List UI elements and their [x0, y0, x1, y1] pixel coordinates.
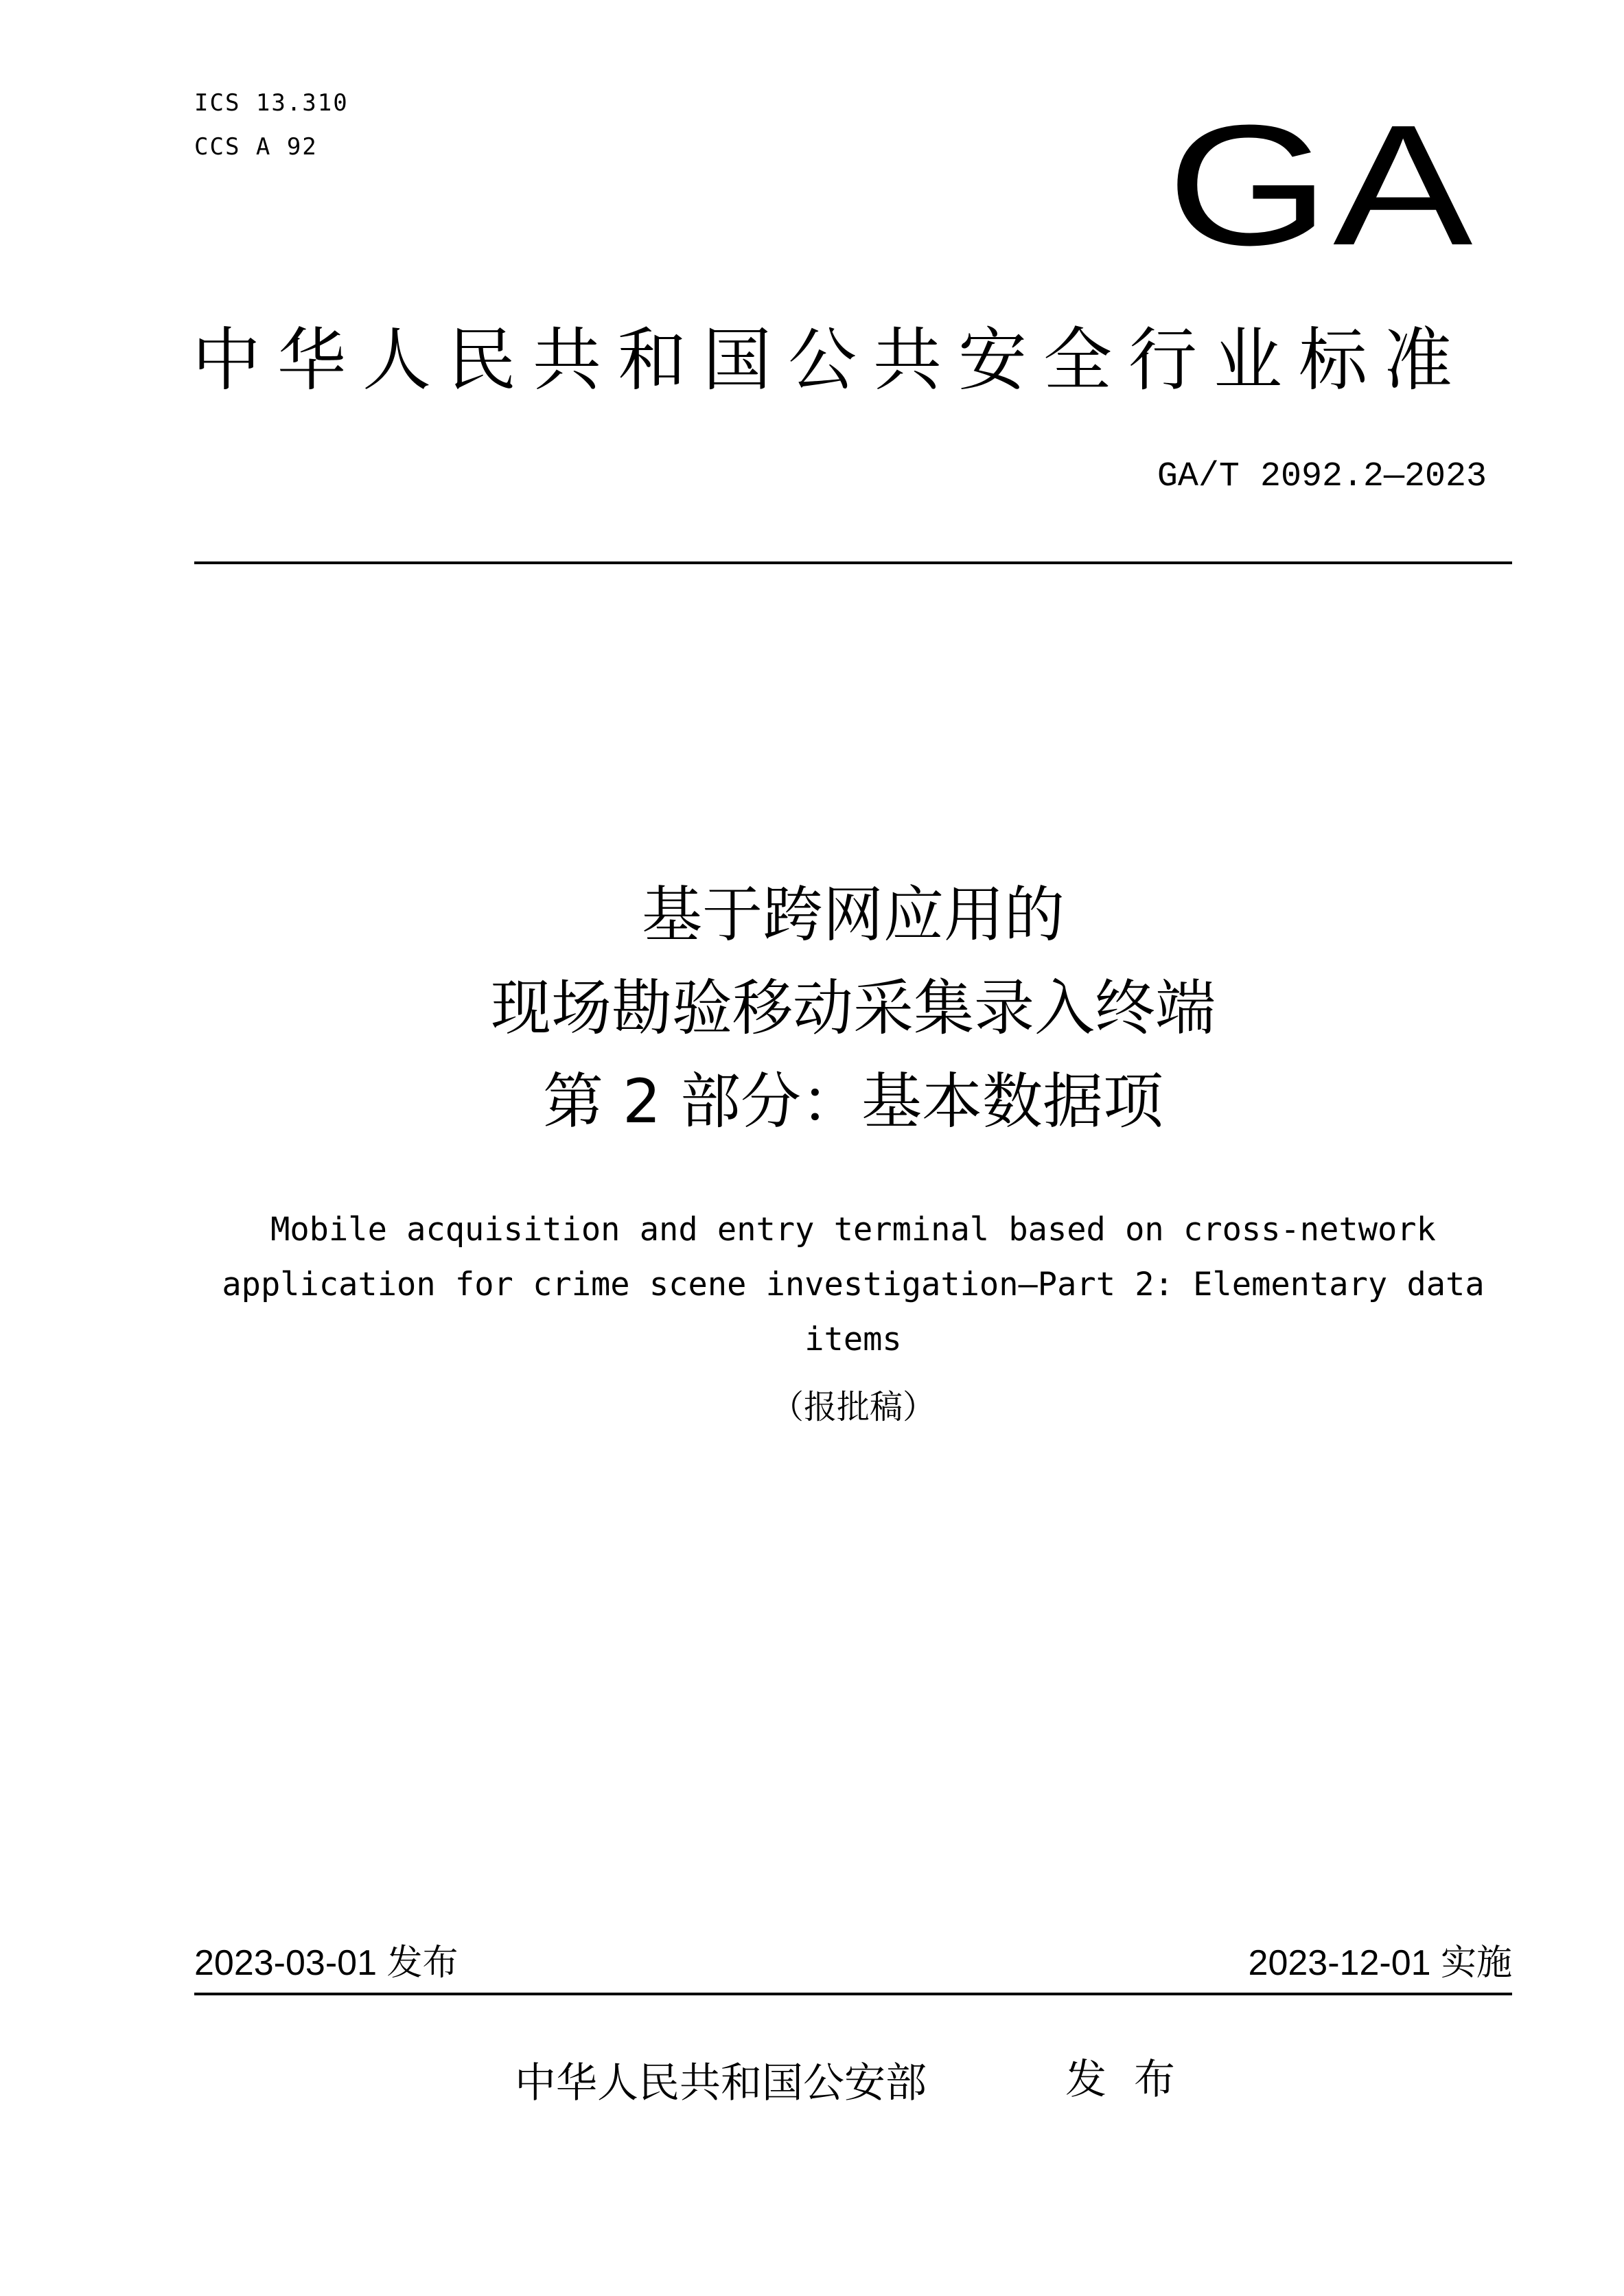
- classification-codes: [194, 81, 349, 169]
- english-title-line-3: items: [804, 1321, 902, 1358]
- english-title-line-1: Mobile acquisition and entry terminal based on cross-network: [270, 1211, 1436, 1249]
- title-line-2: 现场勘验移动采集录入终端: [490, 973, 1216, 1043]
- ga-logo: GA: [1167, 89, 1476, 281]
- ics-code: ICS 13.310: [194, 89, 349, 117]
- issuer-name: 中华人民共和国公安部: [515, 2059, 927, 2107]
- issue-action: 发布: [1065, 2056, 1203, 2104]
- publish-date: 2023-03-01 发布: [194, 1943, 459, 1983]
- english-title: [194, 1203, 1512, 1367]
- ccs-code: CCS A 92: [194, 133, 318, 161]
- standard-category-title: 中华人民共和国公共安全行业标准: [192, 320, 1469, 400]
- title-line-1: 基于跨网应用的: [641, 879, 1065, 950]
- english-title-line-2: application for crime scene investigation—Part 2: Elementary data: [222, 1266, 1485, 1303]
- draft-status: （报批稿）: [770, 1388, 936, 1426]
- bottom-divider: [194, 1993, 1512, 1995]
- title-line-3: 第 2 部分：基本数据项: [543, 1066, 1163, 1137]
- standard-number: GA/T 2092.2—2023: [1157, 457, 1487, 496]
- top-divider: [194, 561, 1512, 564]
- implement-date: 2023-12-01 实施: [1248, 1943, 1512, 1983]
- document-title: [194, 868, 1512, 1148]
